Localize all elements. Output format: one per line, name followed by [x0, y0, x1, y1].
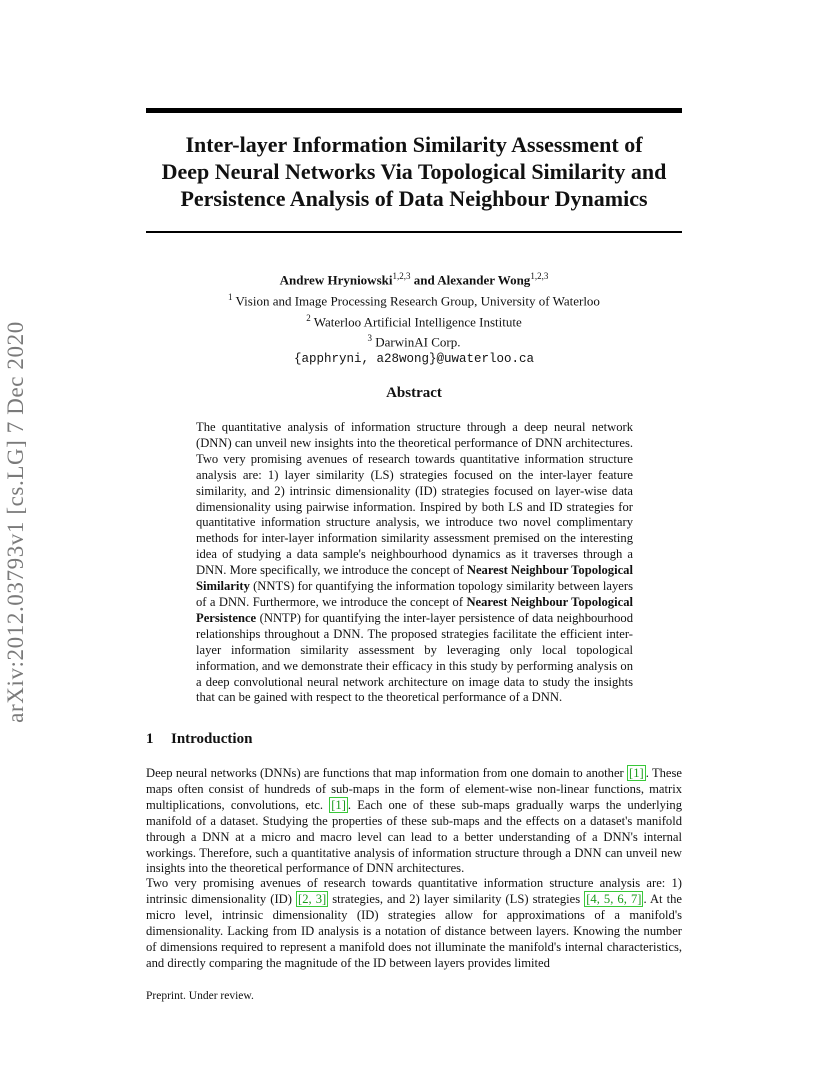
title-line-3: Persistence Analysis of Data Neighbour Dynamics: [180, 186, 648, 211]
affiliation-3-marker: 3: [367, 333, 373, 344]
author-names: [146, 268, 682, 289]
section-title: Introduction: [171, 731, 253, 747]
section-number: 1: [146, 731, 154, 747]
affiliation-2-marker: 2: [306, 312, 311, 323]
footer-note: Preprint. Under review.: [146, 990, 254, 1002]
section-heading-introduction: [146, 731, 252, 748]
affiliation-2-text: Waterloo Artificial Intelligence Institute: [310, 313, 522, 329]
affiliation-1-text: Vision and Image Processing Research Group, University of Waterloo: [232, 293, 600, 309]
intro-paragraph-2: [146, 876, 682, 971]
abstract-text-b: (NNTS) for quantifying the information topology similarity between layers of a DNN. Furthermore, we introduce the concept of: [196, 579, 633, 609]
author-emails: {apphryni, a28wong}@uwaterloo.ca: [293, 352, 535, 367]
intro-p2-text-a: Two very promising avenues of research towards quantitative information structure analysis are: 1) intrinsic dimensionality (ID): [146, 876, 682, 906]
citation-link[interactable]: [4, 5, 6, 7]: [586, 891, 642, 906]
intro-p2-text-b: strategies, and 2) layer similarity (LS) strategies: [328, 891, 585, 906]
affiliation-2: [146, 310, 682, 331]
abstract-body: [196, 420, 633, 706]
affiliation-1: [146, 289, 682, 310]
author-2: Alexander Wong: [437, 272, 531, 288]
title-top-rule: [146, 108, 682, 113]
citation-link[interactable]: [2, 3]: [298, 891, 327, 906]
intro-p1-text-a: Deep neural networks (DNNs) are functions that map information from one domain to another: [146, 766, 628, 780]
author-conjunction: and: [410, 272, 438, 288]
author-block: [146, 268, 682, 368]
abstract-term-nnts: Nearest Neighbour Topological Similarity: [196, 563, 633, 594]
intro-p1-text-c: . Each one of these sub-maps gradually warps the underlying manifold of a dataset. Studying the properties of these sub-maps and the effects on a dataset's manifold through a DNN at a micro and macro level can lead to a better understanding of a DNN's internal workings. Therefore, such a quantitative analysis of information structure through a DNN can unveil new insights into the theoretical performance of DNN architectures.: [146, 797, 682, 876]
paper-title: [146, 131, 682, 212]
citation-link[interactable]: [1]: [331, 797, 346, 812]
affiliation-1-marker: 1: [228, 291, 233, 302]
abstract-term-nntp: Nearest Neighbour Topological Persistence: [196, 594, 633, 625]
abstract-text-c: (NNTP) for quantifying the inter-layer persistence of data neighbourhood relationships throughout a DNN. The proposed strategies facilitate the efficient inter-layer information similarity assessment by leveraging only local topological information, and we demonstrate their efficacy in this study by performing analysis on a deep convolutional neural network architecture on image data to study the insights that can be gained with respect to the theoretical performance of a DNN.: [196, 610, 633, 705]
intro-p1-text-b: . These maps often consist of hundreds of sub-maps in the form of element-wise non-linear functions, matrix multiplications, convolutions, etc.: [146, 766, 683, 812]
title-line-1: Inter-layer Information Similarity Assessment of: [185, 132, 643, 157]
author-1: Andrew Hryniowski: [279, 272, 393, 288]
affiliation-3: [146, 330, 682, 351]
title-line-2: Deep Neural Networks Via Topological Similarity and: [161, 159, 667, 184]
abstract-heading: Abstract: [386, 385, 442, 401]
affiliation-3-text: DarwinAI Corp.: [372, 334, 461, 350]
intro-p2-text-c: . At the micro level, intrinsic dimensionality (ID) strategies allow for approximations of a manifold's dimensionality. Lacking from ID analysis is a notation of distance between layers. Knowing the number of dimensions required to represent a manifold does not illuminate the manifold's internal characteristics, and directly comparing the magnitude of the ID between layers provides limited: [146, 891, 683, 970]
title-bottom-rule: [146, 231, 682, 233]
citation-link[interactable]: [1]: [629, 766, 644, 780]
author-1-affiliations: 1,2,3: [392, 271, 411, 281]
abstract-text-a: The quantitative analysis of information structure through a deep neural network (DNN) can unveil new insights into the theoretical performance of DNN architectures. Two very promising avenues of research towards quantitative information structure analysis are: 1) layer similarity (LS) strategies focused on the inter-layer feature similarity, and 2) intrinsic dimensionality (ID) strategies focused on layer-wise data dimensionality using pairwise information. Inspired by both LS and ID strategies for quantitative information structure analysis, we introduce two novel complimentary methods for inter-layer information similarity assessment premised on the interesting idea of studying a data sample's neighbourhood dynamics as it traverses through a DNN. More specifically, we introduce the concept of: [196, 420, 633, 578]
author-2-affiliations: 1,2,3: [530, 271, 549, 281]
intro-paragraph-1: [146, 766, 682, 877]
arxiv-identifier-stamp: arXiv:2012.03793v1 [cs.LG] 7 Dec 2020: [3, 321, 28, 723]
